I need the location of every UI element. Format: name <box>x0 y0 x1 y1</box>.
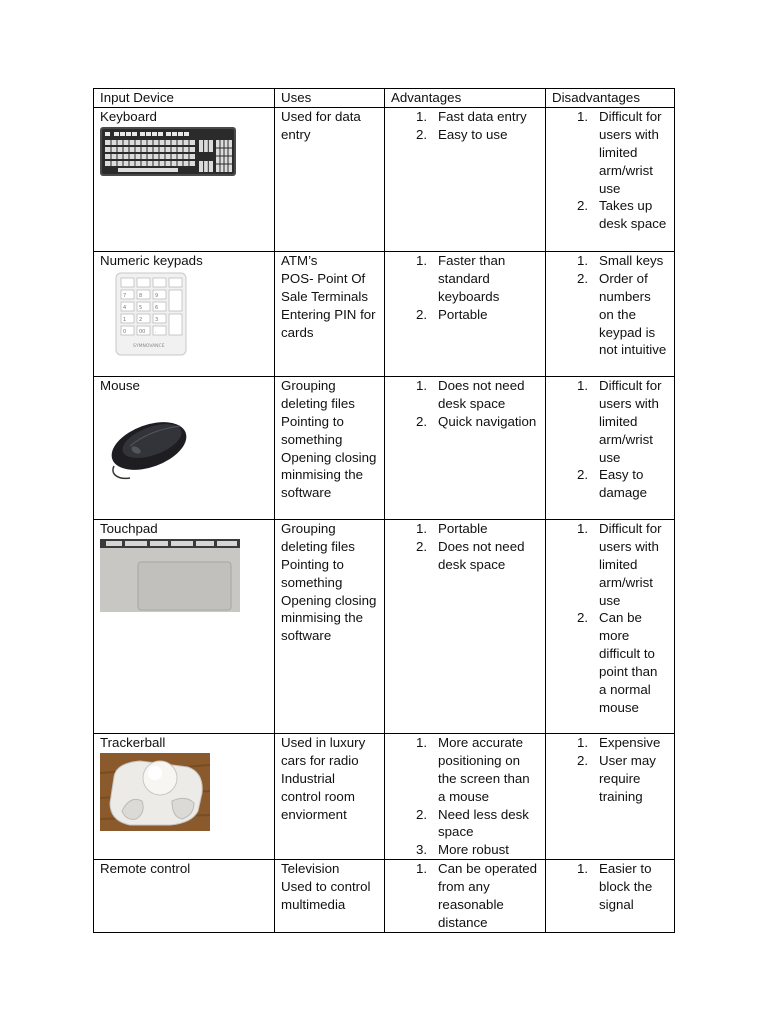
device-name: Keyboard <box>100 108 157 124</box>
uses-cell <box>275 860 385 933</box>
touchpad-image <box>100 539 240 612</box>
list-item: 1. Expensive <box>577 734 661 750</box>
uses-cell <box>275 107 385 251</box>
disadvantages-cell <box>546 376 675 519</box>
list-item: 2. User may require training <box>577 752 656 804</box>
uses-cell <box>275 519 385 733</box>
list-item: 3. More robust <box>416 842 509 858</box>
advantages-list <box>391 520 539 574</box>
trackball-image <box>100 753 210 831</box>
keypad-brand-label: SYMNOVANCE <box>133 343 165 349</box>
device-name: Trackerball <box>100 734 166 750</box>
disadvantages-list <box>552 252 668 359</box>
advantages-list <box>391 252 539 324</box>
use-item: Opening closing minmising the software <box>281 592 377 644</box>
disadvantages-list <box>552 377 668 502</box>
list-item: 1. Difficult for users with limited arm/wrist use <box>577 377 662 465</box>
list-item: 2. Does not need desk space <box>416 538 525 572</box>
advantages-list <box>391 108 539 144</box>
use-item: Used to control multimedia <box>281 879 371 913</box>
device-cell <box>94 519 275 733</box>
list-item: 1. Difficult for users with limited arm/wrist use <box>577 108 662 196</box>
header-cell: Uses <box>275 89 385 108</box>
disadvantages-list <box>552 860 668 914</box>
uses-cell <box>275 251 385 376</box>
disadvantages-cell <box>546 107 675 251</box>
list-item: 2. Can be more difficult to point than a normal mouse <box>577 610 658 715</box>
disadvantages-list <box>552 520 668 717</box>
list-item: 1. More accurate positioning on the screen than a mouse <box>416 734 530 804</box>
device-cell <box>94 860 275 933</box>
device-name: Remote control <box>100 861 191 877</box>
numeric-keypad-image <box>110 271 200 357</box>
keypad-key-label: 2 <box>139 316 143 323</box>
advantages-cell <box>385 860 546 933</box>
device-name: Numeric keypads <box>100 252 203 268</box>
header-cell: Disadvantages <box>546 89 675 108</box>
use-item: POS- Point Of Sale Terminals <box>281 270 368 304</box>
keypad-key-label: 3 <box>155 316 159 323</box>
list-item: 2. Portable <box>416 306 488 322</box>
mouse-image <box>100 396 196 488</box>
disadvantages-cell <box>546 519 675 733</box>
advantages-cell <box>385 376 546 519</box>
header-row <box>94 89 675 108</box>
list-item: 1. Fast data entry <box>416 108 527 124</box>
list-item: 2. Need less desk space <box>416 806 529 840</box>
use-item: Opening closing minmising the software <box>281 449 377 501</box>
uses-cell <box>275 376 385 519</box>
table-row <box>94 107 675 251</box>
use-item: Pointing to something <box>281 556 344 590</box>
keypad-key-label: 00 <box>139 328 146 335</box>
device-cell <box>94 107 275 251</box>
device-name: Mouse <box>100 377 140 393</box>
advantages-cell <box>385 733 546 859</box>
table-row <box>94 519 675 733</box>
use-item: Television <box>281 861 340 877</box>
list-item: 2. Takes up desk space <box>577 198 667 232</box>
list-item: 2. Easy to damage <box>577 467 648 501</box>
advantages-list <box>391 377 539 431</box>
advantages-cell <box>385 251 546 376</box>
list-item: 1. Can be operated from any reasonable distance <box>416 861 538 930</box>
disadvantages-list <box>552 734 668 806</box>
use-item: Used in luxury cars for radio <box>281 734 366 768</box>
advantages-list <box>391 734 539 859</box>
table-row <box>94 733 675 859</box>
device-cell <box>94 733 275 859</box>
keypad-key-label: 6 <box>155 304 159 311</box>
use-item: Entering PIN for cards <box>281 306 376 340</box>
list-item: 2. Quick navigation <box>416 413 537 429</box>
keypad-key-label: 7 <box>123 292 127 299</box>
use-item: Grouping deleting files <box>281 520 355 554</box>
disadvantages-cell <box>546 860 675 933</box>
use-item: ATM’s <box>281 252 318 268</box>
list-item: 1. Easier to block the signal <box>577 861 653 913</box>
keypad-key-label: 9 <box>155 292 159 299</box>
advantages-cell <box>385 519 546 733</box>
list-item: 1. Small keys <box>577 252 664 268</box>
table-row <box>94 376 675 519</box>
disadvantages-cell <box>546 733 675 859</box>
uses-cell <box>275 733 385 859</box>
header-cell: Advantages <box>385 89 546 108</box>
keyboard-image <box>100 127 236 176</box>
device-cell <box>94 376 275 519</box>
disadvantages-cell <box>546 251 675 376</box>
use-item: Grouping deleting files <box>281 377 355 411</box>
keypad-key-label: 4 <box>123 304 127 311</box>
keypad-key-label: 5 <box>139 304 143 311</box>
use-item: Used for data entry <box>281 108 361 142</box>
use-item: Industrial control room enviorment <box>281 770 355 822</box>
keypad-key-label: 8 <box>139 292 143 299</box>
table-row <box>94 251 675 376</box>
list-item: 1. Portable <box>416 520 488 536</box>
list-item: 2. Easy to use <box>416 126 508 142</box>
list-item: 1. Does not need desk space <box>416 377 525 411</box>
header-cell: Input Device <box>94 89 275 108</box>
input-devices-table <box>93 88 675 933</box>
use-item: Pointing to something <box>281 413 344 447</box>
list-item: 1. Faster than standard keyboards <box>416 252 506 304</box>
list-item: 1. Difficult for users with limited arm/wrist use <box>577 520 662 608</box>
table-row <box>94 860 675 933</box>
advantages-list <box>391 860 539 932</box>
disadvantages-list <box>552 108 668 233</box>
keypad-key-label: 0 <box>123 328 127 335</box>
list-item: 2. Order of numbers on the keypad is not intuitive <box>577 270 667 358</box>
device-name: Touchpad <box>100 520 158 536</box>
keypad-key-label: . <box>155 328 157 335</box>
device-cell <box>94 251 275 376</box>
keypad-key-label: 1 <box>123 316 127 323</box>
advantages-cell <box>385 107 546 251</box>
